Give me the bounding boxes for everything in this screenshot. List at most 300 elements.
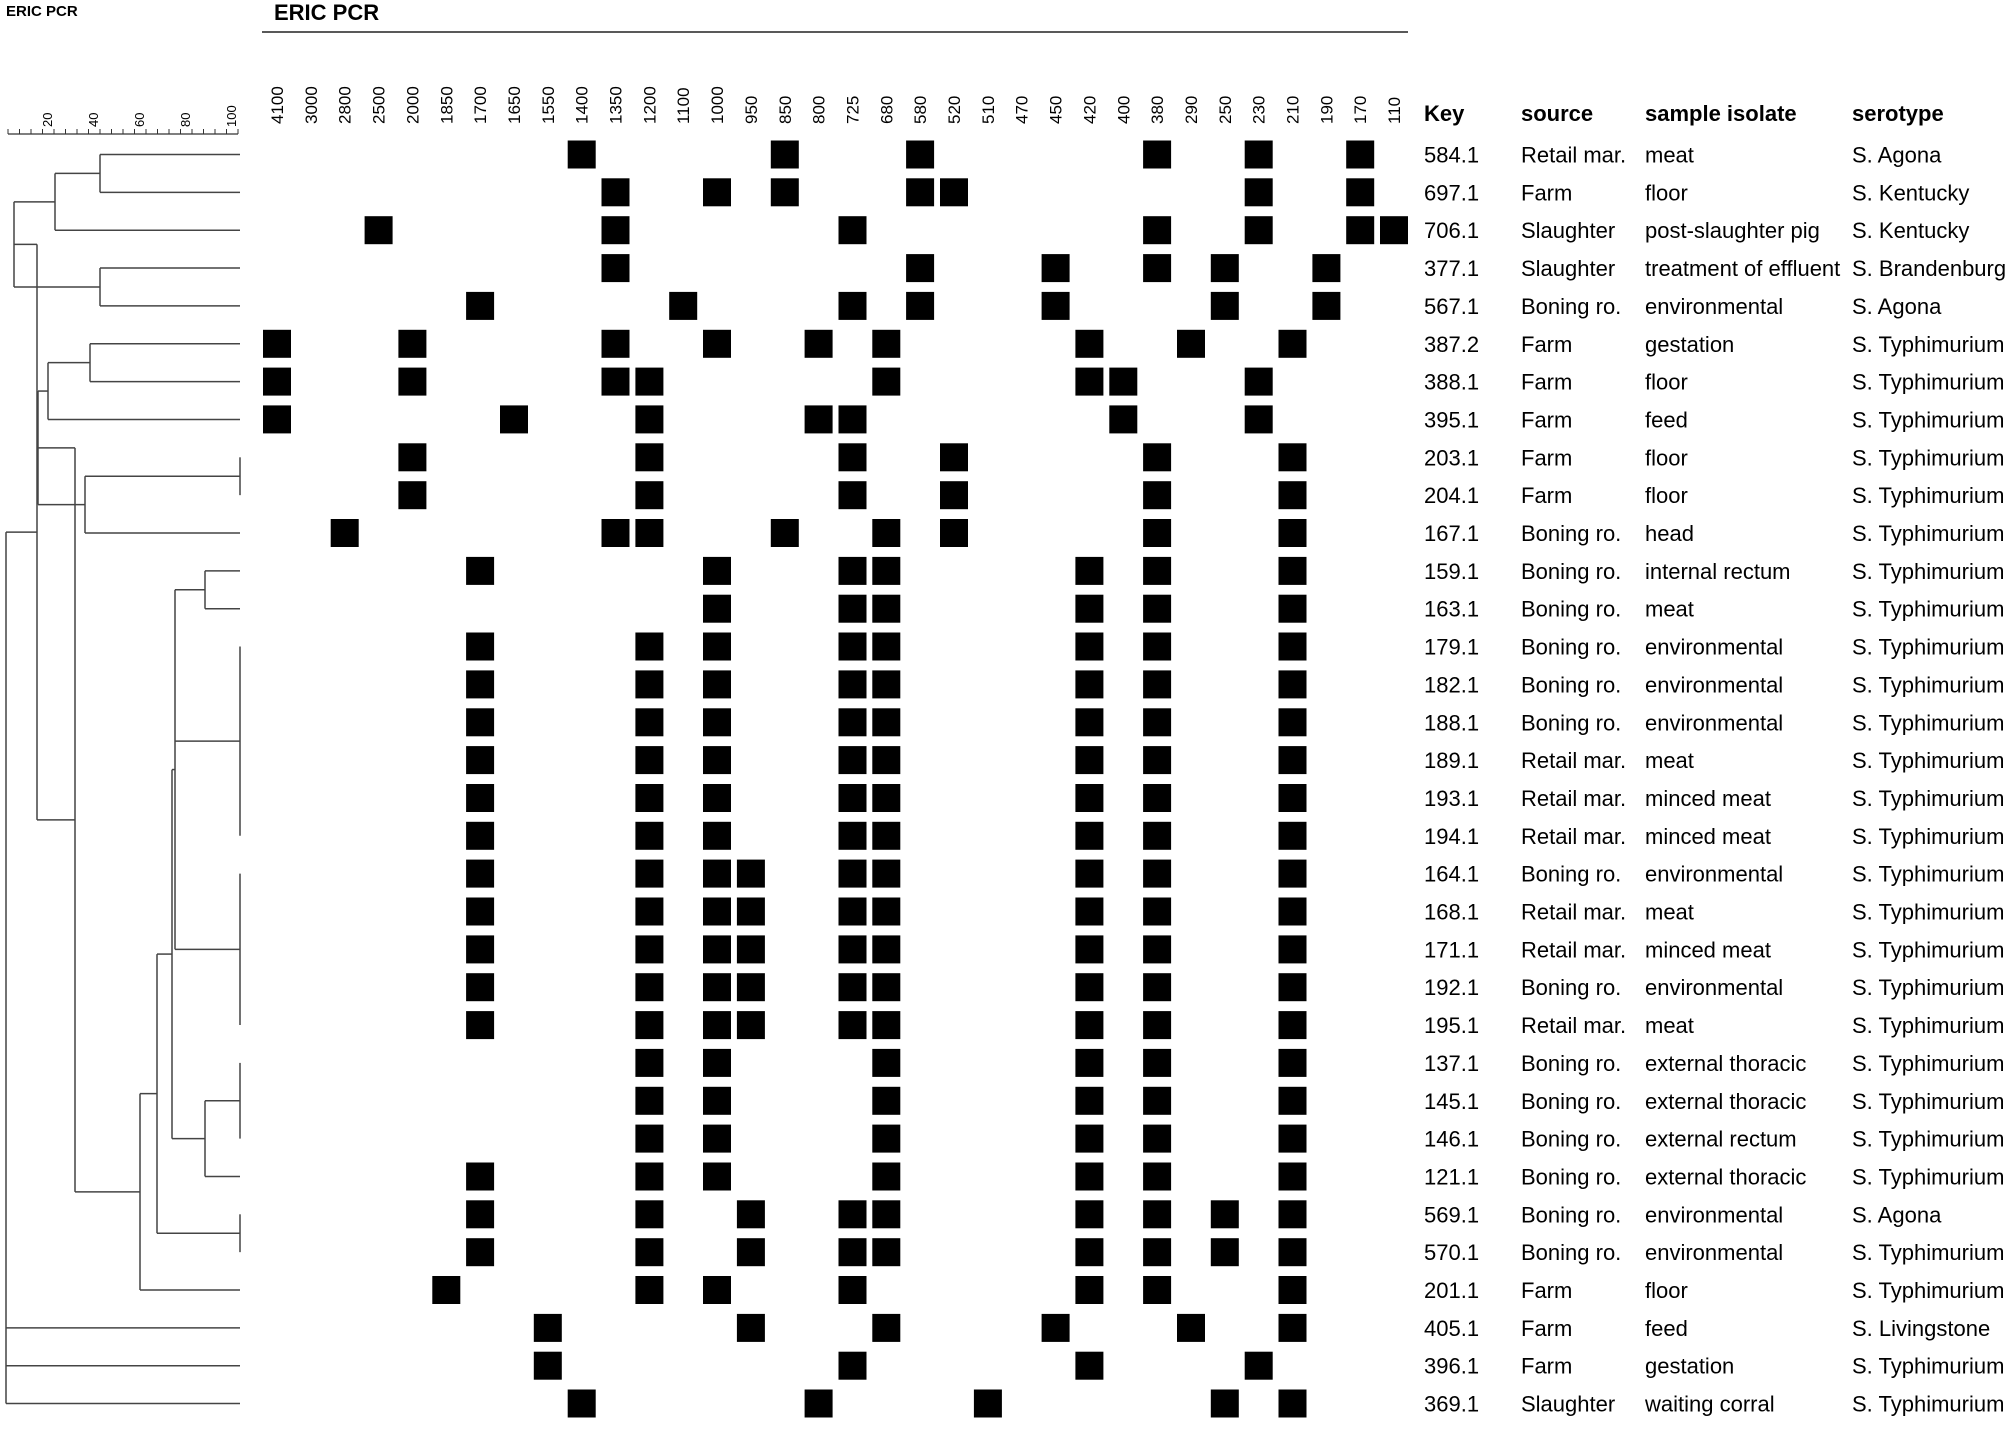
- band-cell: [872, 1125, 900, 1153]
- band-cell: [466, 708, 494, 736]
- band-cell: [1211, 1238, 1239, 1266]
- band-cell: [466, 746, 494, 774]
- band-cell: [703, 1276, 731, 1304]
- band-cell: [771, 141, 799, 169]
- band-cell: [872, 368, 900, 396]
- row-serotype: S. Typhimurium: [1852, 331, 2005, 357]
- band-cell: [872, 1163, 900, 1191]
- row-key: 163.1: [1424, 596, 1480, 622]
- band-cell: [602, 368, 630, 396]
- band-cell: [398, 481, 426, 509]
- band-cell: [1312, 292, 1340, 320]
- row-key: 405.1: [1424, 1315, 1480, 1341]
- band-cell: [1143, 973, 1171, 1001]
- band-cell: [1075, 1276, 1103, 1304]
- band-cell: [1279, 860, 1307, 888]
- row-serotype: S. Typhimurium: [1852, 748, 2005, 774]
- band-cell: [635, 1011, 663, 1039]
- band-cell: [466, 292, 494, 320]
- row-key: 706.1: [1424, 218, 1480, 244]
- row-sample: minced meat: [1645, 823, 1771, 849]
- band-cell: [839, 292, 867, 320]
- band-cell: [1075, 746, 1103, 774]
- band-cell: [635, 1200, 663, 1228]
- band-cell: [940, 178, 968, 206]
- row-key: 569.1: [1424, 1202, 1480, 1228]
- row-sample: meat: [1645, 142, 1694, 168]
- band-cell: [1312, 254, 1340, 282]
- band-cell: [737, 973, 765, 1001]
- band-cell: [1143, 1163, 1171, 1191]
- band-cell: [839, 557, 867, 585]
- row-key: 204.1: [1424, 483, 1480, 509]
- band-cell: [1143, 216, 1171, 244]
- row-serotype: S. Typhimurium: [1852, 407, 2005, 433]
- band-cell: [1380, 216, 1408, 244]
- band-cell: [839, 1238, 867, 1266]
- band-cell: [703, 557, 731, 585]
- band-cell: [1075, 822, 1103, 850]
- row-sample: external rectum: [1645, 1126, 1797, 1152]
- band-cell: [466, 935, 494, 963]
- band-cell: [1075, 557, 1103, 585]
- row-serotype: S. Typhimurium: [1852, 445, 2005, 471]
- band-cell: [1346, 178, 1374, 206]
- band-cell: [703, 860, 731, 888]
- row-source: Retail mar.: [1521, 1013, 1627, 1039]
- row-sample: external thoracic: [1645, 1050, 1807, 1076]
- band-cell: [1279, 1276, 1307, 1304]
- band-cell: [872, 595, 900, 623]
- row-serotype: S. Typhimurium: [1852, 1088, 2005, 1114]
- band-cell: [703, 746, 731, 774]
- band-cell: [839, 216, 867, 244]
- band-cell: [1279, 1087, 1307, 1115]
- band-cell: [1143, 708, 1171, 736]
- band-cell: [872, 822, 900, 850]
- band-cell: [1143, 784, 1171, 812]
- row-sample: external thoracic: [1645, 1164, 1807, 1190]
- row-source: Retail mar.: [1521, 785, 1627, 811]
- band-cell: [872, 746, 900, 774]
- band-label-170: 170: [1351, 95, 1371, 124]
- band-cell: [1211, 292, 1239, 320]
- row-serotype: S. Agona: [1852, 1202, 1942, 1228]
- row-serotype: S. Typhimurium: [1852, 1240, 2005, 1266]
- band-cell: [771, 519, 799, 547]
- band-cell: [1075, 973, 1103, 1001]
- band-cell: [1279, 708, 1307, 736]
- band-cell: [466, 860, 494, 888]
- band-cell: [872, 1238, 900, 1266]
- band-cell: [1143, 633, 1171, 661]
- row-serotype: S. Typhimurium: [1852, 369, 2005, 395]
- row-key: 377.1: [1424, 256, 1480, 282]
- band-cell: [805, 330, 833, 358]
- band-cell: [1245, 405, 1273, 433]
- row-sample: environmental: [1645, 861, 1784, 887]
- band-cell: [1075, 1087, 1103, 1115]
- row-key: 167.1: [1424, 521, 1480, 546]
- band-cell: [703, 935, 731, 963]
- row-serotype: S. Livingstone: [1852, 1315, 1991, 1341]
- band-cell: [872, 519, 900, 547]
- row-source: Retail mar.: [1521, 899, 1627, 925]
- band-cell: [872, 708, 900, 736]
- band-cell: [1279, 1011, 1307, 1039]
- band-cell: [568, 141, 596, 169]
- band-cell: [737, 860, 765, 888]
- band-cell: [805, 405, 833, 433]
- band-cell: [602, 254, 630, 282]
- small-title: ERIC PCR: [6, 3, 78, 20]
- row-key: 168.1: [1424, 899, 1480, 925]
- band-cell: [669, 292, 697, 320]
- band-cell: [602, 330, 630, 358]
- band-cell: [1211, 254, 1239, 282]
- band-cell: [1279, 822, 1307, 850]
- band-cell: [1143, 670, 1171, 698]
- band-cell: [872, 557, 900, 585]
- band-cell: [737, 935, 765, 963]
- similarity-scale: [8, 105, 239, 134]
- row-serotype: S. Typhimurium: [1852, 823, 2005, 849]
- band-cell: [1075, 670, 1103, 698]
- row-key: 193.1: [1424, 785, 1480, 811]
- row-source: Farm: [1521, 445, 1573, 471]
- row-source: Boning ro.: [1521, 558, 1622, 584]
- row-source: Boning ro.: [1521, 975, 1622, 1001]
- row-serotype: S. Typhimurium: [1852, 558, 2005, 584]
- band-cell: [1177, 330, 1205, 358]
- band-cell: [839, 1352, 867, 1380]
- row-serotype: S. Typhimurium: [1852, 596, 2005, 622]
- band-cell: [1143, 557, 1171, 585]
- band-cell: [703, 1087, 731, 1115]
- table-body: [1424, 143, 2006, 1417]
- band-cell: [906, 292, 934, 320]
- row-serotype: S. Typhimurium: [1852, 937, 2005, 963]
- band-cell: [1042, 1314, 1070, 1342]
- row-source: Farm: [1521, 1278, 1573, 1303]
- row-serotype: S. Typhimurium: [1852, 861, 2005, 887]
- band-cell: [1075, 368, 1103, 396]
- band-cell: [1143, 746, 1171, 774]
- band-cell: [1279, 1390, 1307, 1418]
- row-source: Retail mar.: [1521, 823, 1627, 849]
- band-cell: [1143, 860, 1171, 888]
- row-sample: minced meat: [1645, 785, 1771, 811]
- band-cell: [1346, 141, 1374, 169]
- row-source: Boning ro.: [1521, 1050, 1622, 1076]
- row-source: Boning ro.: [1521, 596, 1622, 622]
- row-key: 137.1: [1424, 1050, 1480, 1076]
- scale-label: 80: [178, 112, 193, 127]
- band-cell: [635, 481, 663, 509]
- band-cell: [1075, 935, 1103, 963]
- band-cell: [1075, 1011, 1103, 1039]
- row-key: 159.1: [1424, 558, 1480, 584]
- row-source: Farm: [1521, 369, 1573, 395]
- band-cell: [703, 670, 731, 698]
- row-key: 164.1: [1424, 861, 1480, 887]
- row-source: Farm: [1521, 483, 1573, 509]
- band-cell: [872, 973, 900, 1001]
- band-cell: [635, 633, 663, 661]
- header-key: Key: [1424, 101, 1465, 126]
- row-sample: floor: [1645, 180, 1688, 206]
- band-cell: [839, 822, 867, 850]
- band-cell: [398, 330, 426, 358]
- row-sample: treatment of effluent: [1645, 256, 1841, 282]
- band-label-950: 950: [741, 95, 761, 124]
- band-cell: [500, 405, 528, 433]
- row-source: Retail mar.: [1521, 748, 1627, 774]
- band-cell: [839, 481, 867, 509]
- band-cell: [635, 1087, 663, 1115]
- band-cell: [635, 368, 663, 396]
- band-cell: [263, 368, 291, 396]
- row-source: Retail mar.: [1521, 142, 1627, 168]
- dendrogram: [6, 155, 240, 1404]
- row-source: Farm: [1521, 331, 1573, 357]
- band-cell: [1143, 1011, 1171, 1039]
- band-label-290: 290: [1181, 95, 1201, 124]
- band-cell: [1279, 1314, 1307, 1342]
- header-title: ERIC PCR: [274, 0, 380, 25]
- band-cell: [1143, 822, 1171, 850]
- band-cell: [703, 1163, 731, 1191]
- band-cell: [1279, 935, 1307, 963]
- row-sample: external thoracic: [1645, 1088, 1807, 1114]
- band-label-1100: 1100: [674, 87, 694, 124]
- row-source: Boning ro.: [1521, 1164, 1622, 1190]
- band-cell: [737, 898, 765, 926]
- band-cell: [635, 708, 663, 736]
- row-source: Boning ro.: [1521, 1202, 1622, 1228]
- band-cell: [635, 973, 663, 1001]
- band-cell: [466, 898, 494, 926]
- row-source: Boning ro.: [1521, 1126, 1622, 1152]
- row-source: Boning ro.: [1521, 672, 1622, 698]
- row-key: 697.1: [1424, 180, 1480, 206]
- row-serotype: S. Typhimurium: [1852, 785, 2005, 811]
- band-cell: [771, 178, 799, 206]
- band-cell: [839, 1011, 867, 1039]
- band-cell: [635, 1163, 663, 1191]
- band-cell: [703, 1011, 731, 1039]
- band-cell: [1279, 973, 1307, 1001]
- band-cell: [872, 670, 900, 698]
- band-cell: [1279, 595, 1307, 623]
- scale-label: 40: [86, 112, 101, 127]
- band-cell: [602, 216, 630, 244]
- header-source: source: [1521, 101, 1594, 126]
- band-cell: [839, 898, 867, 926]
- row-serotype: S. Typhimurium: [1852, 672, 2005, 698]
- band-cell: [872, 633, 900, 661]
- band-cell: [466, 1163, 494, 1191]
- scale-label: 20: [40, 112, 55, 127]
- band-label-4100: 4100: [268, 86, 287, 124]
- band-cell: [398, 443, 426, 471]
- band-cell: [1143, 1125, 1171, 1153]
- band-label-1700: 1700: [471, 86, 491, 124]
- band-label-250: 250: [1215, 95, 1235, 124]
- band-cell: [872, 1049, 900, 1077]
- band-cell: [1075, 595, 1103, 623]
- row-key: 194.1: [1424, 823, 1480, 849]
- row-key: 388.1: [1424, 369, 1480, 395]
- band-cell: [1211, 1390, 1239, 1418]
- band-cell: [1279, 784, 1307, 812]
- band-label-1350: 1350: [606, 86, 626, 124]
- band-cell: [635, 670, 663, 698]
- band-cell: [940, 519, 968, 547]
- row-key: 188.1: [1424, 710, 1480, 736]
- row-serotype: S. Typhimurium: [1852, 1353, 2005, 1379]
- band-cell: [1143, 141, 1171, 169]
- row-sample: gestation: [1645, 331, 1735, 357]
- band-cell: [839, 633, 867, 661]
- band-cell: [466, 973, 494, 1001]
- band-label-2000: 2000: [403, 86, 423, 124]
- row-source: Retail mar.: [1521, 937, 1627, 963]
- band-label-680: 680: [877, 95, 897, 124]
- row-key: 195.1: [1424, 1013, 1480, 1039]
- band-cell: [263, 405, 291, 433]
- row-serotype: S. Agona: [1852, 142, 1942, 168]
- band-cell: [703, 1125, 731, 1153]
- row-serotype: S. Typhimurium: [1852, 710, 2005, 736]
- band-cell: [1143, 481, 1171, 509]
- band-cell: [737, 1200, 765, 1228]
- band-label-2500: 2500: [369, 86, 389, 124]
- band-cell: [534, 1314, 562, 1342]
- band-cell: [635, 1238, 663, 1266]
- band-cell: [1075, 784, 1103, 812]
- row-key: 145.1: [1424, 1088, 1480, 1114]
- row-source: Boning ro.: [1521, 1240, 1622, 1266]
- band-cell: [1042, 292, 1070, 320]
- band-cell: [466, 633, 494, 661]
- row-sample: meat: [1645, 1013, 1694, 1039]
- band-label-1400: 1400: [572, 86, 592, 124]
- row-sample: floor: [1645, 369, 1688, 395]
- row-sample: meat: [1645, 748, 1694, 774]
- band-cell: [635, 1049, 663, 1077]
- band-cell: [1075, 898, 1103, 926]
- row-key: 121.1: [1424, 1164, 1480, 1190]
- band-cell: [635, 1276, 663, 1304]
- band-cell: [635, 405, 663, 433]
- band-label-190: 190: [1317, 95, 1337, 124]
- band-cell: [703, 178, 731, 206]
- band-cell: [737, 1011, 765, 1039]
- band-label-580: 580: [911, 95, 931, 124]
- row-serotype: S. Typhimurium: [1852, 1050, 2005, 1076]
- row-key: 369.1: [1424, 1391, 1480, 1417]
- band-cell: [398, 368, 426, 396]
- row-serotype: S. Brandenburg: [1852, 256, 2007, 282]
- band-cell: [1211, 1200, 1239, 1228]
- band-label-470: 470: [1012, 95, 1032, 124]
- row-source: Boning ro.: [1521, 1088, 1622, 1114]
- band-cell: [1075, 633, 1103, 661]
- row-source: Farm: [1521, 180, 1573, 206]
- row-serotype: S. Kentucky: [1852, 218, 1970, 244]
- band-label-850: 850: [775, 95, 795, 124]
- band-cell: [1143, 1238, 1171, 1266]
- band-cell: [703, 708, 731, 736]
- band-cell: [1143, 935, 1171, 963]
- band-cell: [1075, 1125, 1103, 1153]
- band-label-510: 510: [978, 95, 998, 124]
- band-cell: [635, 784, 663, 812]
- row-key: 189.1: [1424, 748, 1480, 774]
- band-label-3000: 3000: [301, 86, 321, 124]
- row-source: Farm: [1521, 1353, 1573, 1379]
- band-cell: [466, 1011, 494, 1039]
- band-cell: [568, 1390, 596, 1418]
- band-cell: [872, 1314, 900, 1342]
- band-cell: [602, 178, 630, 206]
- row-source: Boning ro.: [1521, 861, 1622, 887]
- band-cell: [635, 519, 663, 547]
- row-serotype: S. Typhimurium: [1852, 1126, 2005, 1152]
- row-key: 395.1: [1424, 407, 1480, 433]
- band-cell: [466, 670, 494, 698]
- row-sample: environmental: [1645, 975, 1784, 1001]
- row-sample: post-slaughter pig: [1645, 218, 1820, 244]
- row-sample: waiting corral: [1645, 1391, 1775, 1417]
- row-key: 387.2: [1424, 331, 1480, 357]
- band-cell: [1042, 254, 1070, 282]
- row-source: Boning ro.: [1521, 293, 1622, 319]
- band-cell: [839, 405, 867, 433]
- band-cell: [1279, 746, 1307, 774]
- row-sample: meat: [1645, 596, 1694, 622]
- row-source: Slaughter: [1521, 218, 1616, 244]
- band-cell: [839, 670, 867, 698]
- band-cell: [1279, 633, 1307, 661]
- band-label-1550: 1550: [538, 86, 558, 124]
- row-sample: environmental: [1645, 634, 1784, 660]
- row-serotype: S. Agona: [1852, 293, 1942, 319]
- row-serotype: S. Typhimurium: [1852, 1164, 2005, 1190]
- band-cell: [839, 746, 867, 774]
- band-cell: [872, 330, 900, 358]
- band-cell: [1279, 670, 1307, 698]
- row-key: 192.1: [1424, 975, 1480, 1001]
- row-key: 396.1: [1424, 1353, 1480, 1379]
- row-sample: internal rectum: [1645, 558, 1791, 584]
- band-cell: [1075, 708, 1103, 736]
- band-cell: [1279, 1238, 1307, 1266]
- row-sample: floor: [1645, 483, 1688, 509]
- band-label-800: 800: [809, 95, 829, 124]
- band-size-labels: [268, 86, 1404, 124]
- band-cell: [365, 216, 393, 244]
- row-sample: floor: [1645, 445, 1688, 471]
- band-cell: [1245, 141, 1273, 169]
- band-cell: [1279, 1163, 1307, 1191]
- band-cell: [466, 822, 494, 850]
- band-cell: [466, 1238, 494, 1266]
- band-cell: [1075, 1238, 1103, 1266]
- band-cell: [466, 1200, 494, 1228]
- band-label-2800: 2800: [335, 86, 355, 124]
